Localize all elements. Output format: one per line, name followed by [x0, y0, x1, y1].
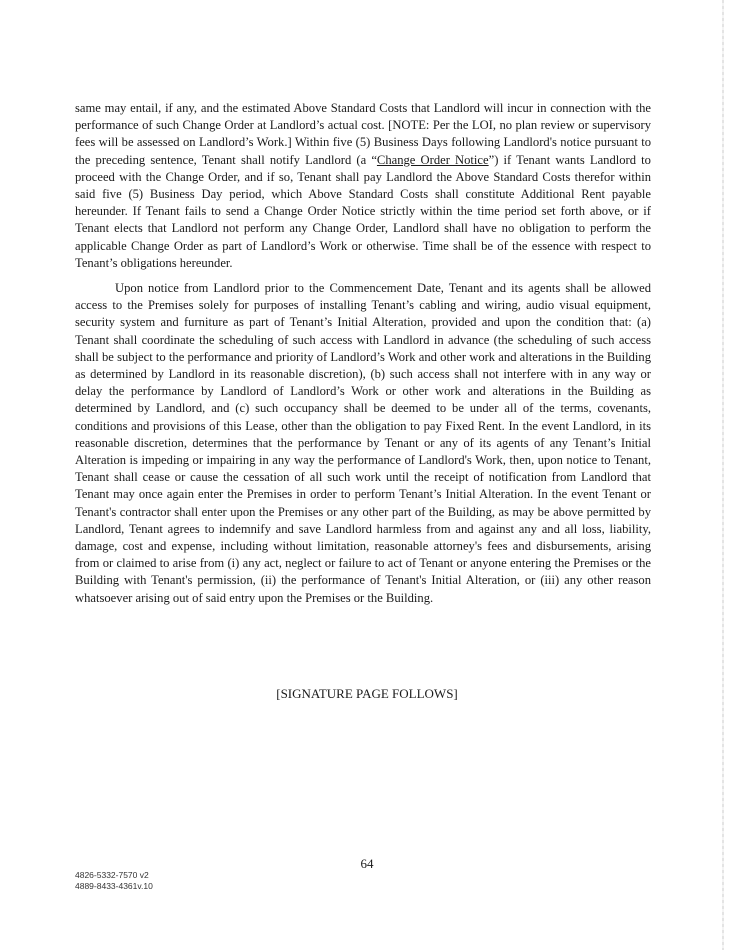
document-id-2: 4889-8433-4361v.10	[75, 881, 153, 891]
defined-term-change-order-notice: Change Order Notice	[376, 152, 489, 167]
paragraph1-part2: ”) if Tenant wants Landlord to proceed with the Change Order, and if so, Tenant shall pay Landlord the Above Standard Costs therefor within said five (5) Business Day period, which Above Standard Costs shall constitute Additional Rent payable hereunder. If Tenant fails to send a Change Order Notice strictly within the time period set forth above, or if Tenant elects that Landlord not perform any Change Order, Landlord shall have no obligation to perform the applicable Change Order as part of Landlord’s Work or otherwise. Time shall be of the essence with respect to Tenant’s obligations hereunder.	[75, 152, 651, 270]
body-text	[75, 100, 651, 615]
paragraph1-part1: same may entail, if any, and the estimated Above Standard Costs that Landlord will incur in connection with the performance of such Change Order at Landlord’s actual cost. [NOTE: Per the LOI, no plan review or supervisory fees will be assessed on Landlord’s Work.] Within five (5) Business Days following Landlord's notice pursuant to the preceding sentence, Tenant shall notify Landlord (a “	[75, 101, 651, 167]
paragraph-change-order	[75, 100, 651, 272]
signature-page-notice: [SIGNATURE PAGE FOLLOWS]	[276, 686, 458, 701]
scan-edge-artifact	[722, 0, 724, 950]
paragraph-premises-access: Upon notice from Landlord prior to the Commencement Date, Tenant and its agents shall be allowed access to the Premises solely for purposes of installing Tenant’s cabling and wiring, audio visual equipment, security system and furniture as part of Tenant’s Initial Alteration, provided and upon the condition that: (a) Tenant shall coordinate the scheduling of such access with Landlord in advance (the scheduling of such access shall be subject to the performance and priority of Landlord’s Work and other work and alterations in the Building as determined by Landlord in its reasonable discretion), (b) such access shall not interfere with in any way or delay the performance by Landlord of Landlord’s Work or other work and alterations in the Building as determined by Landlord, and (c) such occupancy shall be deemed to be under all of the terms, covenants, conditions and provisions of this Lease, other than the obligation to pay Fixed Rent. In the event Landlord, in its reasonable discretion, determines that the performance by Tenant or any of its agents of any Tenant’s Initial Alteration is impeding or impairing in any way the performance of Landlord's Work, then, upon notice to Tenant, Tenant shall cease or cause the cessation of all such work until the receipt of notification from Landlord that Tenant may once again enter the Premises in order to perform Tenant’s Initial Alteration. In the event Tenant or Tenant's contractor shall enter upon the Premises or any other part of the Building, as may be above permitted by Landlord, Tenant agrees to indemnify and save Landlord harmless from and against any and all loss, liability, damage, cost and expense, including without limitation, reasonable attorney's fees and disbursements, arising from or claimed to arise from (i) any act, neglect or failure to act of Tenant or anyone entering the Premises or the Building with Tenant's permission, (ii) the performance of Tenant's Initial Alteration, or (iii) any other reason whatsoever arising out of said entry upon the Premises or the Building.	[75, 281, 651, 605]
document-id-1: 4826-5332-7570 v2	[75, 870, 149, 880]
page-number: 64	[360, 856, 374, 871]
